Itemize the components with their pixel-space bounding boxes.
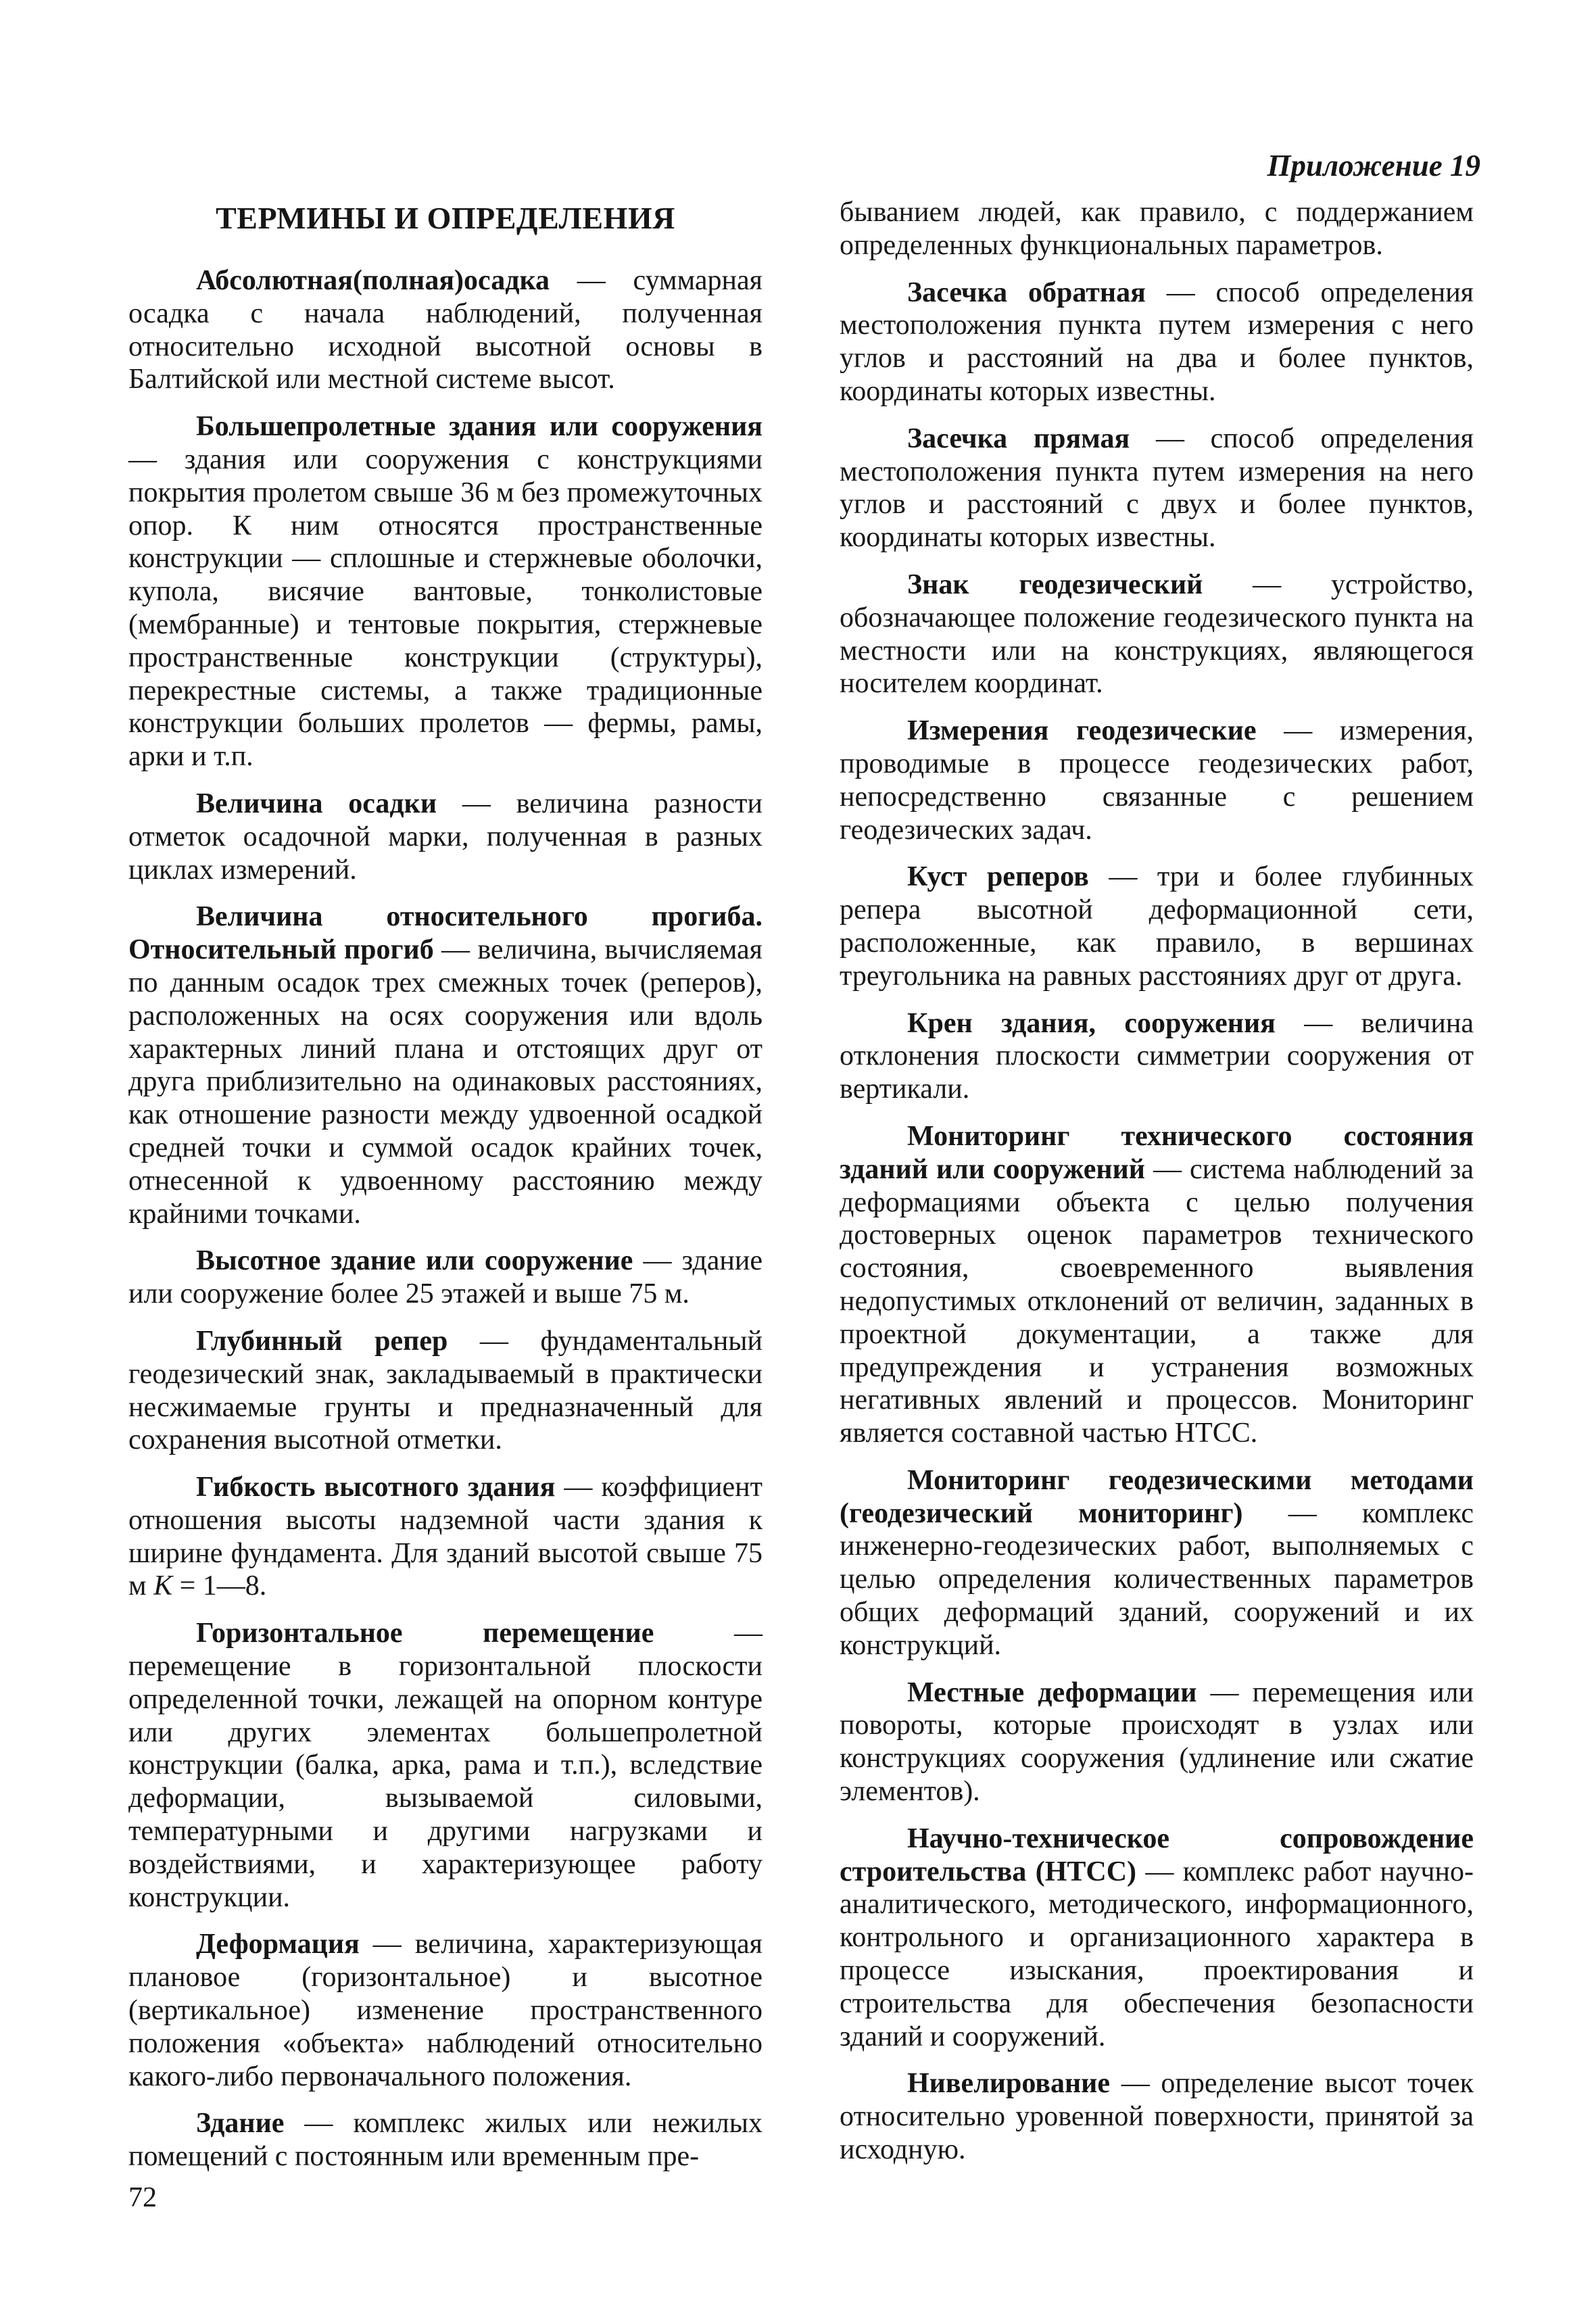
definition-entry: [128, 2107, 763, 2173]
definition-text: — измерения, проводимые в процессе геодезических работ, непосредственно связанные с решением геодезических задач.: [840, 715, 1474, 846]
definition-entry: [128, 788, 763, 886]
definition-entry: [840, 569, 1474, 700]
definition-term: Абсолютная(полная)осадка: [196, 265, 550, 296]
definition-entry: [840, 2067, 1474, 2166]
definition-text: — здания или сооружения с конструкциями покрытия пролетом свыше 36 м без промежуточных опор. К ним относятся пространственные конструкции — сплошные и стержневые оболочки, купола, висячие вантовые, тонколистовые (мембранные) и тентовые покрытия, стержневые пространственные конструкции (структуры), перекрестные системы, а также традиционные конструкции больших пролетов — фермы, рамы, арки и т.п.: [128, 443, 763, 773]
definition-text: — комплекс инженерно-геодезических работ, выполняемых с целью определения количественных параметров общих деформаций зданий, сооружений и их конструкций.: [840, 1497, 1474, 1661]
definition-term: Деформация: [196, 1929, 360, 1960]
definition-term: Горизонтальное перемещение: [196, 1618, 654, 1649]
definition-text: — фундаментальный геодезический знак, закладываемый в практически несжимаемые грунты и предназначенный для сохранения высотной отметки.: [128, 1325, 763, 1456]
page-number: 72: [128, 2182, 157, 2213]
definition-text: — суммарная осадка с начала наблюдений, полученная относительно исходной высотной основы в Балтийской или местной системе высот.: [128, 265, 763, 395]
definition-entry: [840, 276, 1474, 408]
definition-entry: [128, 1928, 763, 2093]
definition-text: — коэффициент отношения высоты надземной части здания к ширине фундамента. Для зданий высотой свыше 75 м: [128, 1472, 763, 1602]
definition-term: Засечка прямая: [907, 423, 1130, 454]
definition-term: Большепролетные здания или сооружения: [196, 411, 763, 443]
definition-continuation: [840, 196, 1474, 262]
definition-term: Глубинный репер: [196, 1325, 448, 1357]
definition-entry: [128, 1325, 763, 1457]
definition-text: — величина, вычисляемая по данным осадок трех смежных точек (реперов), расположенных на осях сооружения или вдоль характерных линий плана и отстоящих друг от друга приблизительно на одинаковых расстояниях, как отношение разности между удвоенной осадкой средней точки и суммой осадок крайних точек, отнесенной к удвоенному расстоянию между крайними точками.: [128, 934, 763, 1230]
definition-text: — величина, характеризующая плановое (горизонтальное) и высотное (вертикальное) изменение пространственного положения «объекта» наблюдений относительно какого-либо первоначального положения.: [128, 1929, 763, 2092]
definition-term: Мониторинг геодезическими методами (геодезический мониторинг): [840, 1464, 1474, 1529]
definition-text: — система наблюдений за деформациями объекта с целью получения достоверных оценок параметров технического состояния, своевременного выявления недопустимых отклонений от величин, заданных в проектной документации, а также для предупреждения и устранения возможных негативных явлений и процессов. Мониторинг является составной частью НТСС.: [840, 1153, 1474, 1449]
definition-term: Мониторинг технического состояния зданий или сооружений: [840, 1120, 1474, 1185]
definition-term: Знак геодезический: [907, 569, 1203, 600]
definition-entry: [840, 1464, 1474, 1662]
definition-text: — способ определения местоположения пункта путем измерения на него углов и расстояний с двух и более пунктов, координаты которых известны.: [840, 423, 1474, 554]
definition-term: Научно-техническое сопровождение строительства (НТСС): [840, 1823, 1474, 1887]
definition-entry: [840, 715, 1474, 846]
definition-entry: [840, 1823, 1474, 2054]
appendix-label: Приложение 19: [1267, 149, 1480, 183]
definition-term: Нивелирование: [907, 2068, 1110, 2100]
definition-text: — перемещения или повороты, которые происходят в узлах или конструкциях сооружения (удлинение или сжатие элементов).: [840, 1676, 1474, 1808]
definition-entry: [840, 1676, 1474, 1808]
definition-entry: [128, 1617, 763, 1914]
definition-text: быванием людей, как правило, с поддержанием определенных функциональных параметров.: [840, 197, 1474, 261]
definition-entry: [840, 1120, 1474, 1450]
definition-entry: [128, 410, 763, 773]
definition-text: — определение высот точек относительно уровенной поверхности, принятой за исходную.: [840, 2068, 1474, 2166]
definition-entry: [840, 1007, 1474, 1106]
definition-term: Местные деформации: [907, 1676, 1197, 1708]
definition-entry: [840, 861, 1474, 992]
definition-term: Крен здания, сооружения: [907, 1007, 1276, 1039]
definition-entry: [128, 1471, 763, 1603]
definition-text: — комплекс работ научно-аналитического, методического, информационного, контрольного и организационного характера в процессе изыскания, проектирования и строительства для обеспечения безопасности зданий и сооружений.: [840, 1856, 1474, 2052]
formula-value: = 1—8.: [172, 1570, 267, 1602]
definition-text: — способ определения местоположения пункта путем измерения с него углов и расстояний на два и более пунктов, координаты которых известны.: [840, 276, 1474, 407]
definition-text: — величина отклонения плоскости симметрии сооружения от вертикали.: [840, 1007, 1474, 1105]
definition-term: Куст реперов: [907, 861, 1089, 893]
formula-variable: K: [153, 1570, 173, 1602]
left-column: [128, 196, 763, 2188]
definition-term: Гибкость высотного здания: [196, 1472, 556, 1503]
definition-text: — здание или сооружение более 25 этажей и выше 75 м.: [128, 1245, 763, 1310]
definition-entry: [840, 423, 1474, 554]
definition-term: Засечка обратная: [907, 276, 1146, 308]
definition-text: — величина разности отметок осадочной марки, полученная в разных циклах измерений.: [128, 788, 763, 886]
definition-term: Величина осадки: [196, 788, 437, 819]
definition-term: Величина относительного прогиба. Относительный прогиб: [128, 901, 763, 966]
definition-text: — устройство, обозначающее положение геодезического пункта на местности или на конструкциях, являющегося носителем координат.: [840, 569, 1474, 700]
section-title: ТЕРМИНЫ И ОПРЕДЕЛЕНИЯ: [216, 201, 675, 235]
definition-text: — перемещение в горизонтальной плоскости определенной точки, лежащей на опорном контуре или других элементах большепролетной конструкции (балка, арка, рама и т.п.), вследствие деформации, вызываемой силовыми, температурными и другими нагрузками и воздействиями, и характеризующее работу конструкции.: [128, 1618, 763, 1913]
definition-entry: [128, 1245, 763, 1311]
definition-term: Высотное здание или сооружение: [196, 1245, 633, 1277]
definition-term: Измерения геодезические: [907, 715, 1257, 747]
right-column: [840, 196, 1474, 2181]
definition-entry: [128, 264, 763, 396]
definition-entry: [128, 900, 763, 1230]
definition-text: — комплекс жилых или нежилых помещений с постоянным или временным пре-: [128, 2108, 763, 2173]
definition-text: — три и более глубинных репера высотной деформационной сети, расположенные, как правило, в вершинах треугольника на равных расстояниях друг от друга.: [840, 861, 1474, 992]
definition-term: Здание: [196, 2108, 285, 2140]
